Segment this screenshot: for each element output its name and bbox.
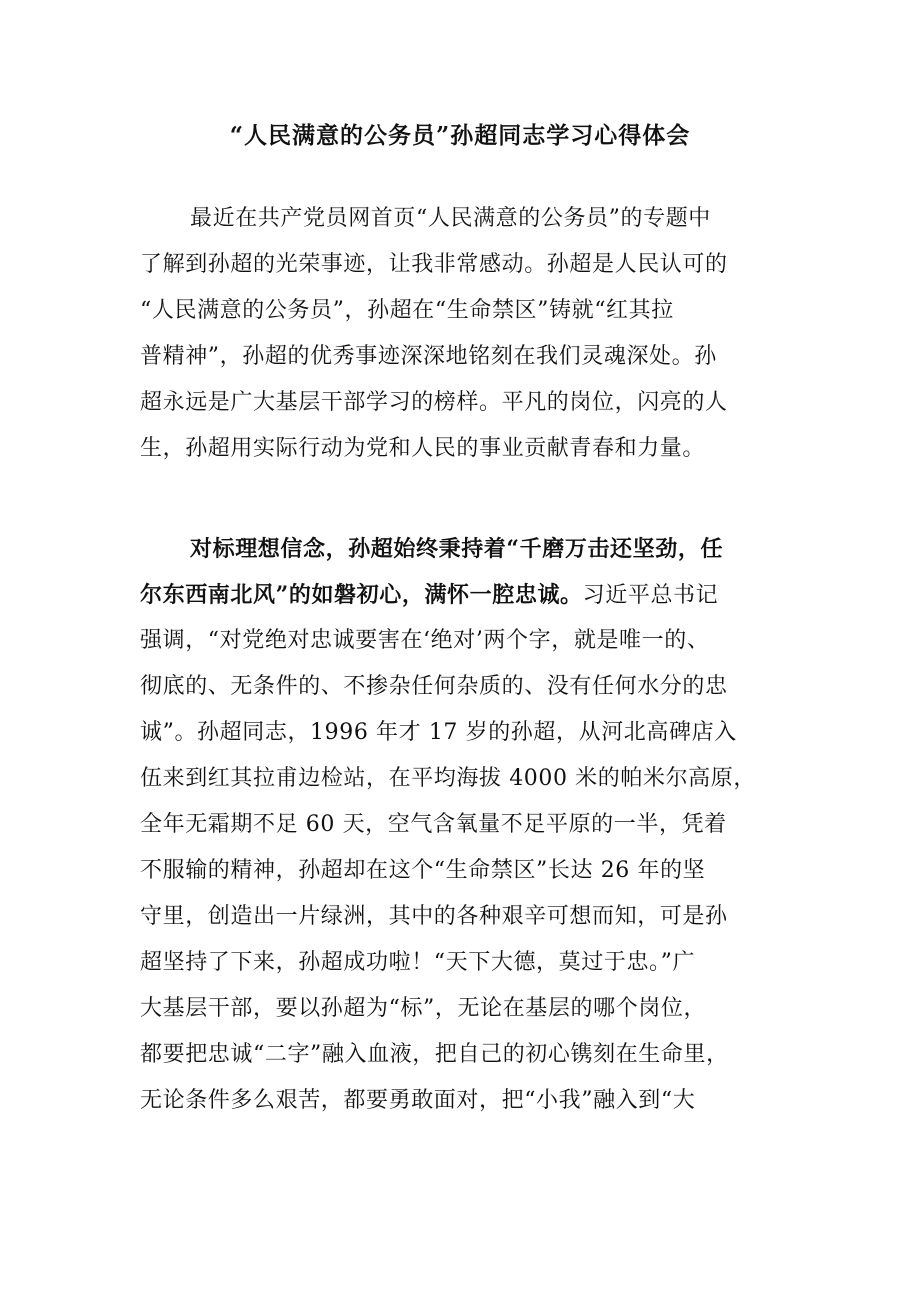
paragraph-line: “人民满意的公务员”，孙超在“生命禁区”铸就“红其拉 bbox=[140, 298, 674, 323]
paragraph-line: 强调，“对党绝对忠诚要害在‘绝对’两个字，就是唯一的、 bbox=[140, 628, 710, 653]
paragraph-line: 彻底的、无条件的、不掺杂任何杂质的、没有任何水分的忠 bbox=[140, 674, 728, 699]
paragraph-line: 无论条件多么艰苦，都要勇敢面对，把“小我”融入到“大 bbox=[140, 1088, 696, 1113]
paragraph-line: 普精神”，孙超的优秀事迹深深地铭刻在我们灵魂深处。孙 bbox=[140, 344, 717, 369]
paragraph-line: 不服输的精神，孙超却在这个“生命禁区”长达 26 年的坚 bbox=[140, 858, 706, 883]
paragraph-ideals bbox=[140, 526, 800, 1124]
paragraph-line: 诚”。孙超同志，1996 年才 17 岁的孙超，从河北高碑店入 bbox=[140, 720, 737, 745]
paragraph-line: 大基层干部，要以孙超为“标”，无论在基层的哪个岗位， bbox=[140, 996, 707, 1021]
document-title: “人民满意的公务员”孙超同志学习心得体会 bbox=[229, 122, 691, 149]
paragraph-line: 生，孙超用实际行动为党和人民的事业贡献青春和力量。 bbox=[140, 436, 706, 461]
paragraph-line-mixed bbox=[140, 572, 800, 618]
paragraph-line: 全年无霜期不足 60 天，空气含氧量不足平原的一半，凭着 bbox=[140, 812, 727, 837]
paragraph-line: 了解到孙超的光荣事迹，让我非常感动。孙超是人民认可的 bbox=[140, 252, 728, 277]
paragraph-line: 都要把忠诚“二字”融入血液，把自己的初心镌刻在生命里， bbox=[140, 1042, 729, 1067]
paragraph-heading-fragment: 尔东西南北风”的如磐初心，满怀一腔忠诚。 bbox=[140, 582, 583, 608]
paragraph-text-fragment: 习近平总书记 bbox=[582, 583, 719, 608]
paragraph-line: 超坚持了下来，孙超成功啦！“天下大德，莫过于忠。”广 bbox=[140, 950, 696, 975]
paragraph-line: 伍来到红其拉甫边检站，在平均海拔 4000 米的帕米尔高原， bbox=[140, 766, 756, 791]
paragraph-line: 超永远是广大基层干部学习的榜样。平凡的岗位，闪亮的人 bbox=[140, 390, 728, 415]
paragraph-line: 最近在共产党员网首页“人民满意的公务员”的专题中 bbox=[190, 206, 711, 231]
paragraph-line: 守里，创造出一片绿洲，其中的各种艰辛可想而知，可是孙 bbox=[140, 904, 728, 929]
paragraph-intro bbox=[140, 196, 800, 472]
paragraph-heading-line: 对标理想信念，孙超始终秉持着“千磨万击还坚劲，任 bbox=[190, 536, 724, 562]
